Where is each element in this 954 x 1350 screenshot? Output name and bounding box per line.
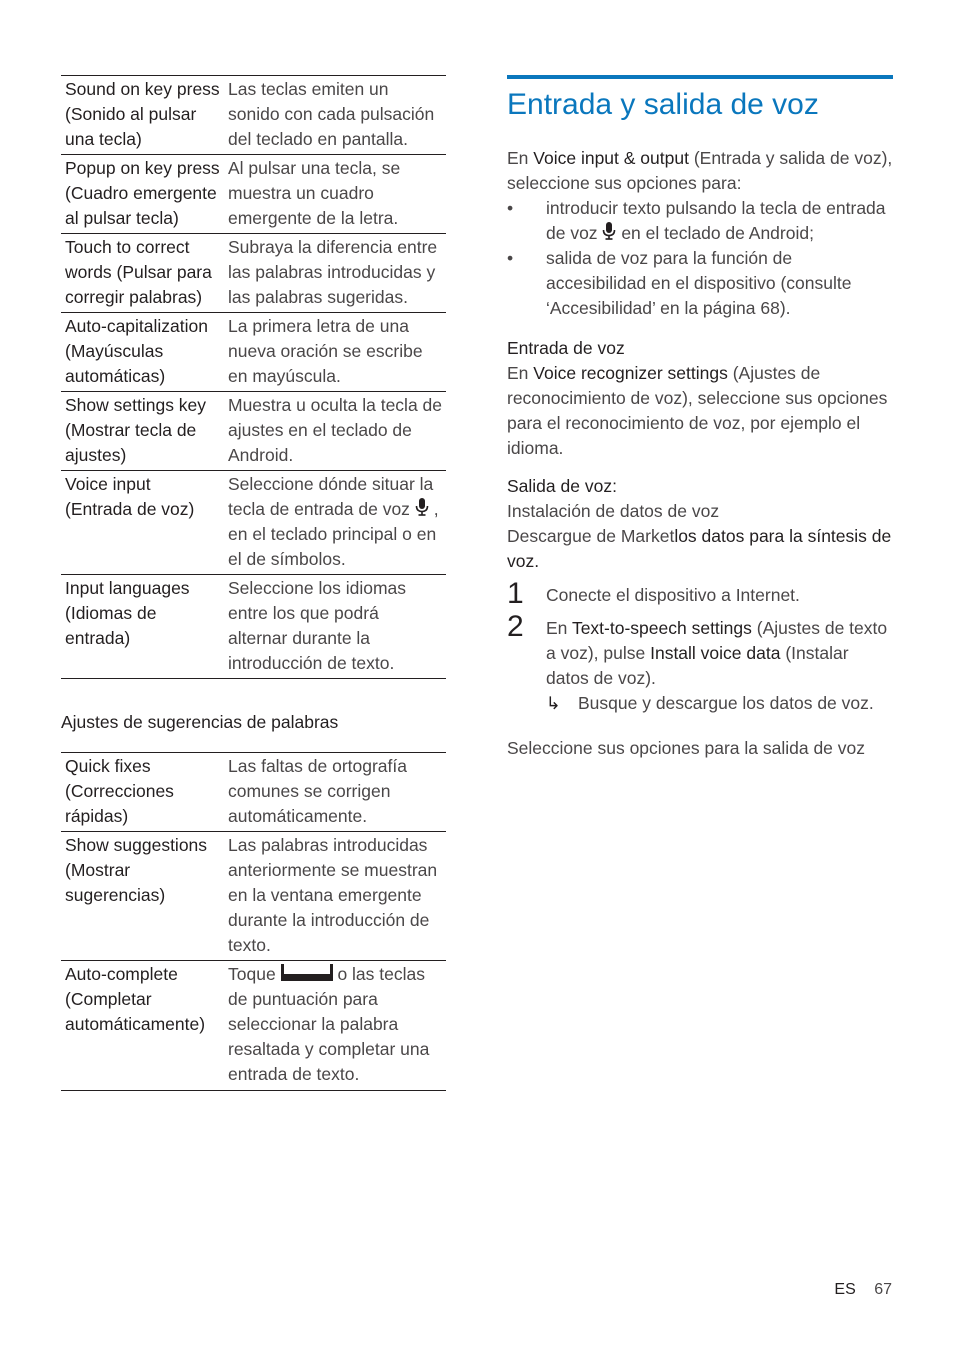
result-arrow-icon: ↳ — [546, 693, 561, 713]
description-text: o las teclas de puntuación para seleccionar la palabra resaltada y completar una entrada de texto. — [228, 964, 430, 1084]
tts-setting-name: Text-to-speech settings — [571, 618, 752, 638]
download-emphasis: los datos para la síntesis de voz. — [507, 526, 892, 571]
setting-description — [224, 961, 446, 1091]
intro-text: En — [507, 148, 529, 168]
left-column — [61, 75, 446, 1091]
paragraph-text: Descargue de Market — [507, 526, 675, 546]
paragraph-text: En — [507, 363, 529, 383]
closing-paragraph: Seleccione sus opciones para la salida de voz — [507, 738, 865, 758]
setting-description: Las teclas emiten un sonido con cada pulsación del teclado en pantalla. — [224, 76, 446, 155]
setting-term: Input languages (Idiomas de entrada) — [61, 575, 224, 679]
suggestions-heading: Ajustes de sugerencias de palabras — [61, 712, 339, 732]
setting-term: Voice input (Entrada de voz) — [61, 471, 224, 575]
step-text: (Ajustes de texto a voz), pulse — [546, 618, 888, 663]
right-column — [507, 75, 893, 761]
setting-description: Al pulsar una tecla, se muestra un cuadro emergente de la letra. — [224, 155, 446, 234]
microphone-icon — [602, 222, 616, 240]
table-row — [61, 234, 446, 313]
page-footer — [834, 1279, 892, 1301]
install-voice-data-name: Install voice data — [650, 643, 781, 663]
step-text: Conecte el dispositivo a Internet. — [546, 585, 800, 605]
title-rule — [507, 75, 893, 79]
bullet-text: en el teclado de Android; — [621, 223, 814, 243]
microphone-icon — [415, 498, 429, 516]
table-row — [61, 753, 446, 832]
intro-paragraph — [507, 146, 893, 196]
table-row — [61, 575, 446, 679]
space-key-icon — [281, 964, 333, 981]
voice-input-heading: Entrada de voz — [507, 338, 625, 358]
step-number: 2 — [507, 610, 524, 643]
setting-description: Seleccione los idiomas entre los que podrá alternar durante la introducción de texto. — [224, 575, 446, 679]
setting-description: Subraya la diferencia entre las palabras introducidas y las palabras sugeridas. — [224, 234, 446, 313]
keyboard-settings-table — [61, 75, 446, 679]
setting-term: Popup on key press (Cuadro emergente al pulsar tecla) — [61, 155, 224, 234]
page-number: 67 — [874, 1281, 892, 1298]
list-item: • salida de voz para la función de accesibilidad en el dispositivo (consulte ‘Accesibilidad’ en la página 68). — [507, 246, 893, 321]
voice-input-paragraph — [507, 361, 893, 461]
step-1 — [507, 577, 893, 610]
table-row — [61, 961, 446, 1091]
suggestion-settings-table — [61, 752, 446, 1091]
setting-term: Auto-complete (Completar automáticamente) — [61, 961, 224, 1091]
step-text: En — [546, 618, 568, 638]
table-row — [61, 155, 446, 234]
step-number: 1 — [507, 577, 524, 610]
description-text: Toque — [228, 964, 276, 984]
options-list — [507, 196, 893, 321]
result-text: Busque y descargue los datos de voz. — [578, 693, 874, 713]
setting-term: Quick fixes (Correcciones rápidas) — [61, 753, 224, 832]
table-row — [61, 392, 446, 471]
voice-data-install-label: Instalación de datos de voz — [507, 501, 720, 521]
setting-term: Sound on key press (Sonido al pulsar una tecla) — [61, 76, 224, 155]
paragraph-text: (Ajustes de reconocimiento de voz), seleccione sus opciones para el reconocimiento de voz, por ejemplo el idioma. — [507, 363, 888, 458]
table-row — [61, 313, 446, 392]
setting-description: Las faltas de ortografía comunes se corrigen automáticamente. — [224, 753, 446, 832]
intro-text: (Entrada y salida de voz), seleccione sus opciones para: — [507, 148, 893, 193]
language-code: ES — [834, 1281, 856, 1298]
setting-description: Muestra u oculta la tecla de ajustes en el teclado de Android. — [224, 392, 446, 471]
setting-term: Auto-capitalization (Mayúsculas automáticas) — [61, 313, 224, 392]
setting-description — [224, 471, 446, 575]
setting-description: La primera letra de una nueva oración se escribe en mayúscula. — [224, 313, 446, 392]
page-title: Entrada y salida de voz — [507, 88, 819, 121]
table-row — [61, 76, 446, 155]
description-text: , en el teclado principal o en el de símbolos. — [228, 499, 439, 569]
table-row — [61, 471, 446, 575]
bullet-text: introducir texto pulsando la tecla de entrada de voz — [546, 198, 886, 243]
intro-setting-name: Voice input & output — [533, 148, 689, 168]
download-paragraph — [507, 524, 893, 574]
voice-recognizer-setting-name: Voice recognizer settings — [533, 363, 728, 383]
list-item — [507, 196, 893, 246]
step-result — [546, 691, 893, 716]
table-row — [61, 832, 446, 961]
description-text: Seleccione dónde situar la tecla de entrada de voz — [228, 474, 434, 519]
setting-term: Show settings key (Mostrar tecla de ajustes) — [61, 392, 224, 471]
setting-term: Show suggestions (Mostrar sugerencias) — [61, 832, 224, 961]
setting-description: Las palabras introducidas anteriormente se muestran en la ventana emergente durante la introducción de texto. — [224, 832, 446, 961]
step-2 — [507, 610, 893, 716]
setting-term: Touch to correct words (Pulsar para corregir palabras) — [61, 234, 224, 313]
voice-output-heading: Salida de voz: — [507, 476, 617, 496]
step-text: (Instalar datos de voz). — [546, 643, 849, 688]
